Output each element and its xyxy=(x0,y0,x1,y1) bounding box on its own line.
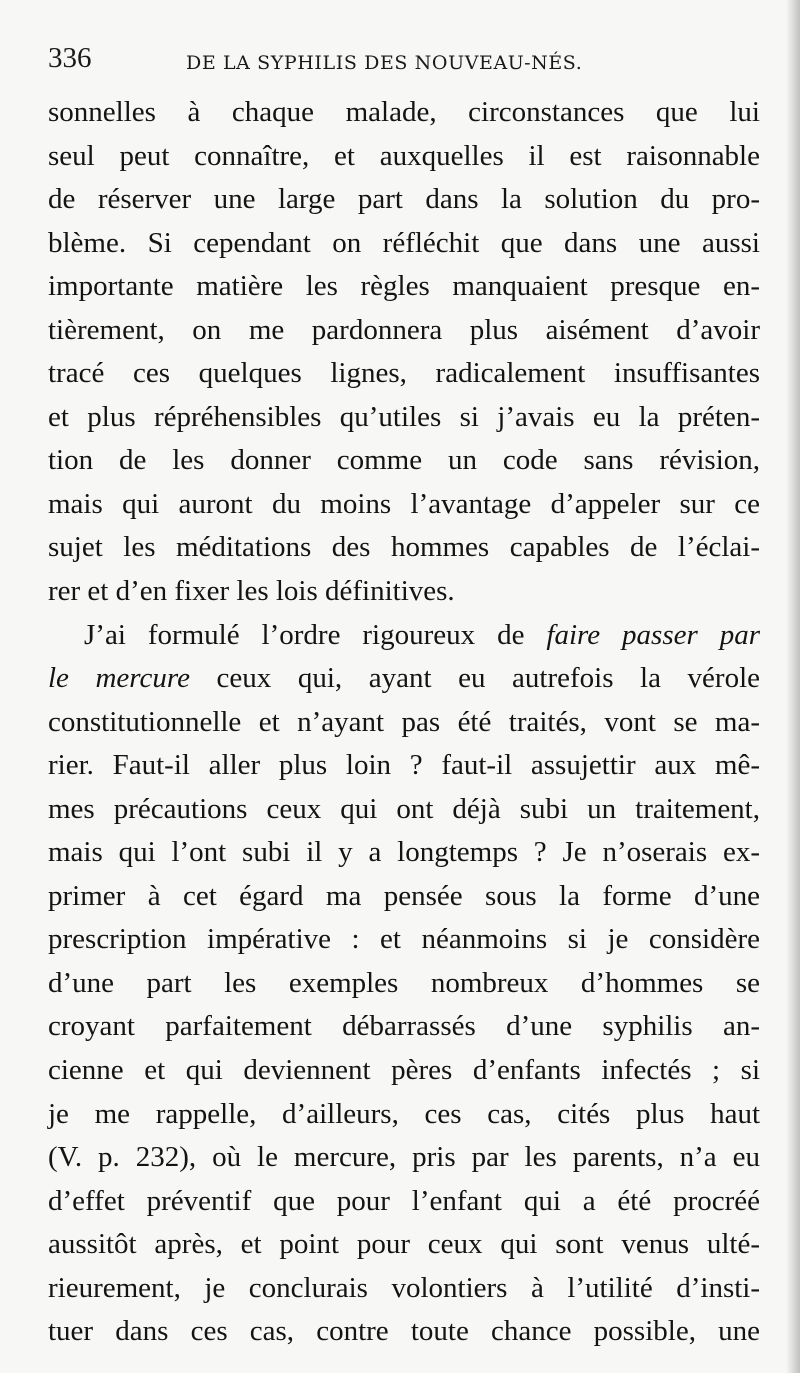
text-line xyxy=(48,657,760,701)
running-title: DE LA SYPHILIS DES NOUVEAU-NÉS. xyxy=(186,52,583,74)
text-line: croyant parfaitement débarrassés d’une syphilis an- xyxy=(48,1010,760,1043)
text-line: de réserver une large part dans la solution du pro- xyxy=(48,183,760,216)
running-head xyxy=(48,42,760,82)
text-line: tièrement, on me pardonnera plus aisément d’avoir xyxy=(48,313,760,346)
text-line: rier. Faut-il aller plus loin ? faut-il assujettir aux mê- xyxy=(48,749,760,782)
text-line: rer et d’en fixer les lois définitives. xyxy=(48,575,455,608)
page-number: 336 xyxy=(48,42,92,74)
text-run: ceux qui, ayant eu autrefois la vérole xyxy=(189,662,761,695)
text-run: J’ai formulé l’ordre rigoureux de xyxy=(84,618,547,651)
text-line: et plus répréhensibles qu’utiles si j’avais eu la préten- xyxy=(48,400,760,433)
italic-text-run: faire passer par xyxy=(546,618,760,651)
text-line: mais qui auront du moins l’avantage d’appeler sur ce xyxy=(48,487,760,520)
text-line: rieurement, je conclurais volontiers à l’utilité d’insti- xyxy=(48,1271,760,1304)
paragraph-start-line xyxy=(48,614,760,658)
text-line: prescription impérative : et néanmoins si je considère xyxy=(48,923,760,956)
text-line: cienne et qui deviennent pères d’enfants infectés ; si xyxy=(48,1054,760,1087)
text-line: mes précautions ceux qui ont déjà subi un traitement, xyxy=(48,792,760,825)
text-line: constitutionnelle et n’ayant pas été traités, vont se ma- xyxy=(48,705,760,738)
text-line: tuer dans ces cas, contre toute chance possible, une xyxy=(48,1315,760,1348)
text-line: tion de les donner comme un code sans révision, xyxy=(48,444,760,477)
text-line: tracé ces quelques lignes, radicalement insuffisantes xyxy=(48,357,760,390)
text-line: d’une part les exemples nombreux d’hommes se xyxy=(48,966,760,999)
text-line: mais qui l’ont subi il y a longtemps ? Je n’oserais ex- xyxy=(48,836,760,869)
text-line: d’effet préventif que pour l’enfant qui a été procréé xyxy=(48,1184,760,1217)
text-line: seul peut connaître, et auxquelles il est raisonnable xyxy=(48,139,760,172)
italic-text-run: le mercure xyxy=(48,662,190,695)
text-line: sonnelles à chaque malade, circonstances que lui xyxy=(48,96,760,128)
text-line: sujet les méditations des hommes capables de l’éclai- xyxy=(48,531,760,564)
page-edge-shadow xyxy=(786,0,800,1373)
text-line: je me rappelle, d’ailleurs, ces cas, cités plus haut xyxy=(48,1097,760,1130)
body-text xyxy=(48,91,760,1354)
text-line: primer à cet égard ma pensée sous la forme d’une xyxy=(48,879,760,912)
text-line: importante matière les règles manquaient presque en- xyxy=(48,270,760,303)
text-line: blème. Si cependant on réfléchit que dans une aussi xyxy=(48,226,760,259)
text-line: aussitôt après, et point pour ceux qui sont venus ulté- xyxy=(48,1228,760,1261)
text-line: (V. p. 232), où le mercure, pris par les parents, n’a eu xyxy=(48,1141,760,1174)
